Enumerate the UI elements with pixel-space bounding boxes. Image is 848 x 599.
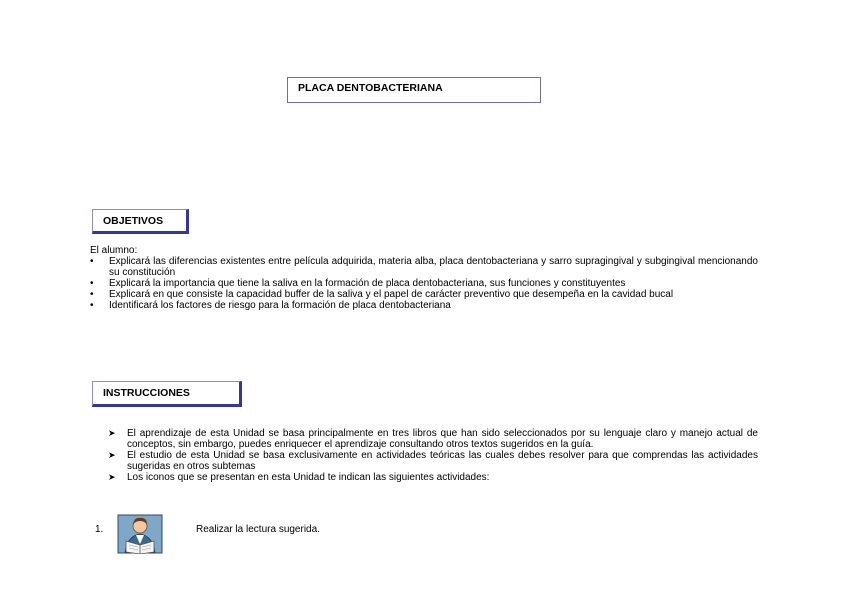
list-item [90,278,758,289]
list-item [108,450,758,472]
reading-person-icon [117,514,163,554]
list-item [90,300,758,311]
list-item-text: Identificará los factores de riesgo para la formación de placa dentobacteriana [109,300,451,311]
page-title: PLACA DENTOBACTERIANA [287,77,541,103]
list-item-text: Los iconos que se presentan en esta Unidad te indican las siguientes actividades: [127,472,490,483]
bullet-icon: • [90,256,94,267]
bullet-icon: • [90,278,94,289]
arrow-bullet-icon: ➤ [108,450,116,460]
bullet-icon: • [90,300,94,311]
objetivos-list [90,256,758,311]
list-item-text: Explicará la importancia que tiene la saliva en la formación de placa dentobacteriana, sus funciones y constituyentes [109,278,626,289]
objetivos-heading: OBJETIVOS [92,209,189,234]
list-item-text: Explicará las diferencias existentes entre película adquirida, materia alba, placa dentobacteriana y sarro supragingival y subgingival mencionando su constitución [109,256,758,278]
list-item [108,472,758,483]
instrucciones-list [108,428,758,483]
list-item [108,428,758,450]
list-item-text: El aprendizaje de esta Unidad se basa principalmente en tres libros que han sido seleccionados por su lenguaje claro y manejo actual de conceptos, sin embargo, puedes enriquecer el aprendizaje consultando otros textos sugeridos en la guía. [127,428,758,450]
activity-number: 1. [95,524,104,535]
bullet-icon: • [90,289,94,300]
list-item [90,289,758,300]
instrucciones-heading: INSTRUCCIONES [92,381,242,407]
list-item-text: Explicará en que consiste la capacidad buffer de la saliva y el papel de carácter preventivo que desempeña en la cavidad bucal [109,289,674,300]
list-item-text: El estudio de esta Unidad se basa exclusivamente en actividades teóricas las cuales debes resolver para que comprendas las actividades sugeridas en otros subtemas [127,450,758,472]
activity-text: Realizar la lectura sugerida. [196,524,320,535]
arrow-bullet-icon: ➤ [108,428,116,438]
list-item [90,256,758,278]
objetivos-intro: El alumno: [90,245,138,256]
arrow-bullet-icon: ➤ [108,472,116,482]
